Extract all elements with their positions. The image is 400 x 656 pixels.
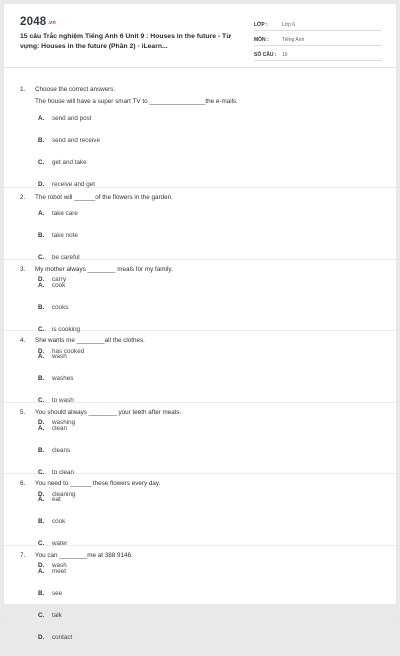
option-text: has cooked	[52, 347, 85, 355]
option-text: receive and get	[52, 181, 96, 188]
option-letter: B.	[38, 518, 45, 525]
option-letter: A.	[38, 424, 45, 432]
meta-value: 15	[282, 52, 288, 58]
option-d[interactable]	[38, 634, 210, 656]
option-text: be careful	[52, 254, 80, 261]
question-text: You need to ______ these flowers every day.	[35, 480, 161, 487]
option-text: water	[52, 540, 68, 547]
question-number: 2.	[20, 194, 26, 201]
question-text: You can ________me at 388 9146.	[35, 551, 133, 559]
question-number: 1.	[20, 86, 26, 93]
question-stem	[20, 474, 380, 496]
meta-row-class	[254, 16, 382, 31]
question-text: The robot will ______of the flowers in the garden.	[35, 194, 173, 201]
option-text: meet	[52, 567, 66, 575]
option-text: clean	[52, 424, 68, 432]
question-list	[4, 80, 396, 641]
option-letter: B.	[38, 137, 45, 144]
meta-value: Lớp 6	[282, 22, 296, 28]
option-a[interactable]	[38, 353, 210, 375]
option-text: get and take	[52, 159, 87, 166]
option-letter: C.	[38, 397, 45, 404]
worksheet-header	[4, 4, 396, 68]
option-a[interactable]	[38, 568, 210, 590]
option-text: cooks	[52, 303, 69, 311]
option-text: talk	[52, 611, 62, 619]
option-a[interactable]	[38, 115, 210, 137]
question-prompt: The house will have a super smart TV to ________________the e-mails.	[35, 98, 238, 105]
option-letter: C.	[38, 254, 45, 261]
option-text: to wash	[52, 397, 74, 404]
meta-info	[254, 16, 382, 61]
option-a[interactable]	[38, 496, 210, 518]
option-letter: A.	[38, 281, 45, 289]
question-text: Choose the correct answers.	[35, 86, 116, 93]
option-text: washing	[52, 419, 76, 426]
question-stem	[20, 546, 380, 568]
option-letter: A.	[38, 567, 45, 575]
option-a[interactable]	[38, 210, 210, 232]
option-letter: C.	[38, 540, 45, 547]
option-b[interactable]	[38, 304, 210, 326]
question-1	[4, 80, 396, 188]
question-number: 7.	[20, 551, 26, 559]
option-text: take care	[52, 210, 78, 217]
meta-key: LỚP :	[254, 22, 268, 28]
option-a[interactable]	[38, 282, 210, 304]
option-text: washes	[52, 375, 74, 382]
option-letter: C.	[38, 325, 45, 333]
option-c[interactable]	[38, 612, 210, 634]
option-letter: D.	[38, 562, 45, 569]
option-letter: A.	[38, 496, 45, 503]
option-letter: A.	[38, 353, 45, 360]
option-b[interactable]	[38, 447, 210, 469]
question-stem	[20, 188, 380, 210]
document-title: 15 câu Trắc nghiệm Tiếng Anh 6 Unit 9 : Houses in the future - Từ vựng: Houses in the future (Phần 2) - iLearn...	[20, 33, 232, 50]
option-letter: D.	[38, 490, 45, 498]
option-letter: D.	[38, 276, 45, 283]
question-stem	[20, 403, 380, 425]
question-7	[4, 546, 396, 641]
option-letter: C.	[38, 468, 45, 476]
option-b[interactable]	[38, 590, 210, 612]
meta-key: MÔN :	[254, 37, 269, 43]
option-letter: B.	[38, 375, 45, 382]
question-stem	[20, 260, 380, 282]
answer-options	[20, 568, 380, 656]
site-logo[interactable]	[20, 16, 56, 28]
option-text: cook	[52, 281, 66, 289]
option-letter: C.	[38, 159, 45, 166]
worksheet	[4, 4, 396, 641]
option-text: is cooking	[52, 325, 81, 333]
option-letter: D.	[38, 347, 45, 355]
option-text: send and post	[52, 115, 92, 122]
meta-key: SỐ CÂU :	[254, 52, 277, 58]
question-number: 3.	[20, 265, 26, 273]
option-letter: B.	[38, 446, 45, 454]
logo-text: 2048	[20, 16, 47, 28]
question-stem	[20, 331, 380, 353]
option-letter: B.	[38, 232, 45, 239]
option-b[interactable]	[38, 232, 210, 254]
question-number: 4.	[20, 337, 26, 344]
question-text: My mother always ________ meals for my family.	[35, 265, 173, 273]
option-letter: B.	[38, 303, 45, 311]
option-text: cleans	[52, 446, 71, 454]
option-letter: C.	[38, 611, 45, 619]
option-letter: A.	[38, 115, 45, 122]
option-letter: A.	[38, 210, 45, 217]
option-a[interactable]	[38, 425, 210, 447]
option-text: wash	[52, 353, 67, 360]
question-stem	[20, 80, 380, 100]
option-text: cleaning	[52, 490, 76, 498]
logo-tld: .vn	[47, 20, 56, 26]
question-number: 6.	[20, 480, 26, 487]
question-number: 5.	[20, 408, 26, 416]
option-text: send and receive	[52, 137, 100, 144]
option-text: wash	[52, 562, 67, 569]
option-b[interactable]	[38, 518, 210, 540]
question-text: You should always ________ your teeth after meals.	[35, 408, 182, 416]
option-text: see	[52, 589, 63, 597]
meta-value: Tiếng Anh	[282, 37, 305, 43]
option-c[interactable]	[38, 159, 210, 181]
option-b[interactable]	[38, 137, 210, 159]
option-letter: B.	[38, 589, 45, 597]
option-text: eat	[52, 496, 61, 503]
meta-row-count	[254, 46, 382, 61]
question-text: She wants me ________all the clothes.	[35, 337, 145, 344]
option-text: take note	[52, 232, 78, 239]
option-text: cook	[52, 518, 66, 525]
option-letter: D.	[38, 419, 45, 426]
meta-row-subject	[254, 31, 382, 46]
option-letter: D.	[38, 181, 45, 188]
option-text: carry	[52, 276, 66, 283]
option-letter: D.	[38, 633, 45, 641]
option-b[interactable]	[38, 375, 210, 397]
option-text: to clean	[52, 468, 75, 476]
option-text: contact	[52, 633, 73, 641]
